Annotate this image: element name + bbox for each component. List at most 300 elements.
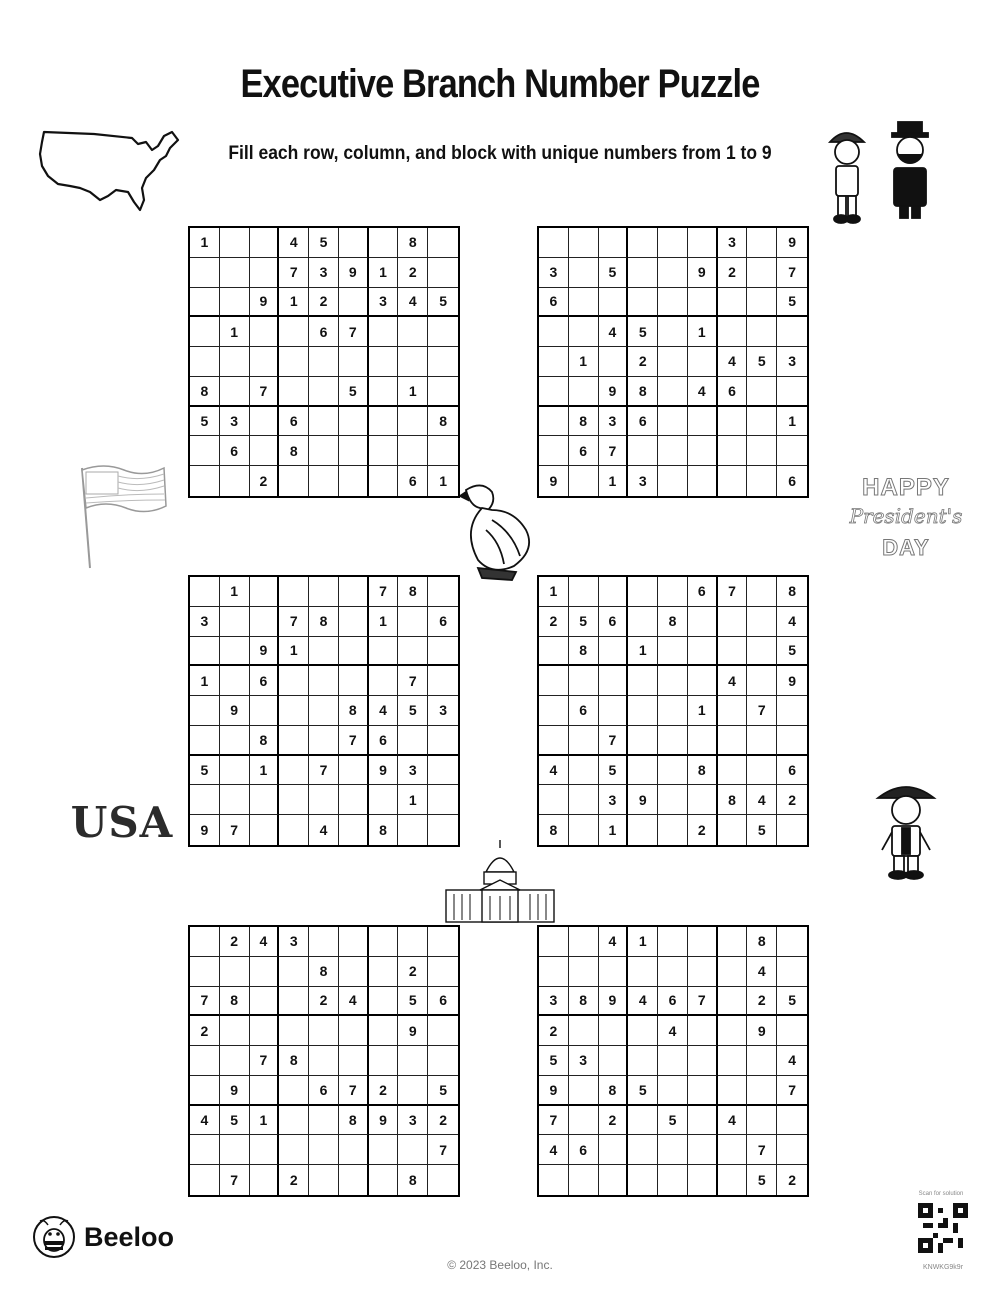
sudoku-cell[interactable] [747,756,777,786]
sudoku-cell[interactable] [569,377,599,407]
sudoku-cell[interactable] [569,577,599,607]
sudoku-cell[interactable] [658,726,688,756]
sudoku-cell[interactable] [718,1135,748,1165]
sudoku-cell[interactable] [688,957,718,987]
qr-code-icon[interactable] [918,1203,968,1253]
sudoku-cell[interactable] [628,436,658,466]
sudoku-cell[interactable] [369,927,399,957]
sudoku-cell[interactable] [279,1135,309,1165]
sudoku-cell[interactable] [747,317,777,347]
sudoku-cell[interactable] [309,466,339,496]
sudoku-cell[interactable] [569,815,599,845]
sudoku-cell[interactable] [777,1135,807,1165]
sudoku-cell[interactable] [339,1016,369,1046]
sudoku-cell[interactable] [747,1106,777,1136]
sudoku-cell[interactable] [220,288,250,318]
sudoku-cell[interactable] [777,815,807,845]
sudoku-cell[interactable] [599,957,629,987]
sudoku-cell[interactable] [688,1135,718,1165]
sudoku-cell[interactable] [688,228,718,258]
sudoku-cell[interactable] [398,726,428,756]
sudoku-cell[interactable] [569,228,599,258]
sudoku-cell[interactable] [279,466,309,496]
sudoku-cell[interactable] [190,696,220,726]
sudoku-cell[interactable] [220,607,250,637]
sudoku-cell[interactable] [250,987,280,1017]
sudoku-cell[interactable] [777,696,807,726]
sudoku-cell[interactable] [339,785,369,815]
sudoku-cell[interactable] [599,1016,629,1046]
sudoku-cell[interactable] [220,228,250,258]
sudoku-cell[interactable] [658,696,688,726]
sudoku-cell[interactable] [309,927,339,957]
sudoku-cell[interactable] [428,258,458,288]
sudoku-cell[interactable] [658,407,688,437]
sudoku-cell[interactable] [688,1106,718,1136]
sudoku-cell[interactable] [309,1165,339,1195]
sudoku-cell[interactable] [628,1046,658,1076]
sudoku-cell[interactable] [688,1076,718,1106]
sudoku-cell[interactable] [539,407,569,437]
sudoku-cell[interactable] [428,377,458,407]
sudoku-cell[interactable] [688,666,718,696]
sudoku-cell[interactable] [339,407,369,437]
sudoku-cell[interactable] [309,726,339,756]
sudoku-cell[interactable] [539,726,569,756]
sudoku-cell[interactable] [569,785,599,815]
sudoku-cell[interactable] [747,637,777,667]
sudoku-cell[interactable] [369,637,399,667]
sudoku-cell[interactable] [220,377,250,407]
sudoku-cell[interactable] [398,436,428,466]
sudoku-cell[interactable] [220,347,250,377]
sudoku-cell[interactable] [628,815,658,845]
sudoku-cell[interactable] [428,317,458,347]
sudoku-cell[interactable] [250,696,280,726]
sudoku-cell[interactable] [628,1106,658,1136]
sudoku-cell[interactable] [569,726,599,756]
sudoku-cell[interactable] [309,436,339,466]
sudoku-cell[interactable] [428,666,458,696]
sudoku-cell[interactable] [250,1135,280,1165]
sudoku-cell[interactable] [718,726,748,756]
sudoku-cell[interactable] [369,228,399,258]
sudoku-cell[interactable] [339,288,369,318]
sudoku-cell[interactable] [250,258,280,288]
sudoku-cell[interactable] [428,228,458,258]
sudoku-cell[interactable] [309,1046,339,1076]
sudoku-cell[interactable] [339,815,369,845]
sudoku-cell[interactable] [369,407,399,437]
sudoku-cell[interactable] [599,696,629,726]
sudoku-cell[interactable] [628,228,658,258]
sudoku-cell[interactable] [220,1046,250,1076]
sudoku-cell[interactable] [339,1135,369,1165]
sudoku-cell[interactable] [599,1046,629,1076]
sudoku-cell[interactable] [190,347,220,377]
sudoku-cell[interactable] [369,377,399,407]
sudoku-cell[interactable] [250,347,280,377]
sudoku-cell[interactable] [190,1076,220,1106]
sudoku-cell[interactable] [569,288,599,318]
sudoku-cell[interactable] [688,288,718,318]
sudoku-cell[interactable] [220,466,250,496]
sudoku-cell[interactable] [628,666,658,696]
sudoku-cell[interactable] [569,957,599,987]
sudoku-cell[interactable] [658,288,688,318]
sudoku-cell[interactable] [190,288,220,318]
sudoku-cell[interactable] [628,696,658,726]
sudoku-cell[interactable] [250,577,280,607]
sudoku-cell[interactable] [398,607,428,637]
sudoku-cell[interactable] [628,1165,658,1195]
sudoku-cell[interactable] [190,258,220,288]
sudoku-cell[interactable] [688,637,718,667]
sudoku-cell[interactable] [190,1165,220,1195]
sudoku-cell[interactable] [658,258,688,288]
sudoku-cell[interactable] [309,407,339,437]
sudoku-cell[interactable] [569,1076,599,1106]
sudoku-cell[interactable] [279,317,309,347]
sudoku-cell[interactable] [369,1016,399,1046]
sudoku-cell[interactable] [339,957,369,987]
sudoku-cell[interactable] [309,377,339,407]
sudoku-cell[interactable] [539,927,569,957]
sudoku-cell[interactable] [658,317,688,347]
sudoku-cell[interactable] [220,957,250,987]
sudoku-cell[interactable] [220,1135,250,1165]
sudoku-cell[interactable] [190,1135,220,1165]
sudoku-cell[interactable] [628,607,658,637]
sudoku-cell[interactable] [747,228,777,258]
sudoku-cell[interactable] [628,577,658,607]
sudoku-cell[interactable] [777,927,807,957]
sudoku-cell[interactable] [339,1046,369,1076]
sudoku-cell[interactable] [718,1046,748,1076]
sudoku-cell[interactable] [569,1016,599,1046]
sudoku-cell[interactable] [688,607,718,637]
sudoku-cell[interactable] [688,927,718,957]
sudoku-cell[interactable] [250,436,280,466]
sudoku-cell[interactable] [279,1076,309,1106]
sudoku-cell[interactable] [250,1076,280,1106]
sudoku-cell[interactable] [339,637,369,667]
sudoku-cell[interactable] [777,436,807,466]
sudoku-cell[interactable] [279,987,309,1017]
sudoku-cell[interactable] [718,927,748,957]
sudoku-cell[interactable] [250,957,280,987]
sudoku-cell[interactable] [339,1165,369,1195]
sudoku-cell[interactable] [777,1016,807,1046]
sudoku-cell[interactable] [539,377,569,407]
sudoku-cell[interactable] [220,637,250,667]
sudoku-cell[interactable] [190,436,220,466]
sudoku-cell[interactable] [688,436,718,466]
sudoku-cell[interactable] [628,756,658,786]
sudoku-cell[interactable] [747,466,777,496]
sudoku-cell[interactable] [777,377,807,407]
sudoku-cell[interactable] [428,347,458,377]
sudoku-cell[interactable] [220,756,250,786]
sudoku-cell[interactable] [190,726,220,756]
sudoku-cell[interactable] [628,288,658,318]
sudoku-cell[interactable] [220,258,250,288]
sudoku-cell[interactable] [539,228,569,258]
sudoku-cell[interactable] [279,815,309,845]
sudoku-cell[interactable] [428,957,458,987]
sudoku-cell[interactable] [369,785,399,815]
sudoku-cell[interactable] [220,726,250,756]
sudoku-cell[interactable] [599,288,629,318]
sudoku-cell[interactable] [599,637,629,667]
sudoku-cell[interactable] [688,1046,718,1076]
sudoku-cell[interactable] [747,407,777,437]
sudoku-cell[interactable] [658,815,688,845]
sudoku-cell[interactable] [250,815,280,845]
sudoku-cell[interactable] [688,466,718,496]
sudoku-cell[interactable] [718,1076,748,1106]
sudoku-cell[interactable] [309,785,339,815]
sudoku-cell[interactable] [339,607,369,637]
sudoku-cell[interactable] [747,666,777,696]
sudoku-cell[interactable] [428,726,458,756]
sudoku-cell[interactable] [369,436,399,466]
sudoku-cell[interactable] [718,288,748,318]
sudoku-cell[interactable] [569,666,599,696]
sudoku-cell[interactable] [718,1016,748,1046]
sudoku-cell[interactable] [279,1016,309,1046]
sudoku-cell[interactable] [658,957,688,987]
sudoku-cell[interactable] [747,436,777,466]
sudoku-cell[interactable] [339,466,369,496]
sudoku-cell[interactable] [428,1016,458,1046]
sudoku-cell[interactable] [777,726,807,756]
sudoku-cell[interactable] [658,756,688,786]
sudoku-cell[interactable] [539,436,569,466]
sudoku-cell[interactable] [250,228,280,258]
sudoku-cell[interactable] [339,756,369,786]
sudoku-cell[interactable] [220,1016,250,1046]
sudoku-cell[interactable] [428,436,458,466]
sudoku-cell[interactable] [398,317,428,347]
sudoku-cell[interactable] [658,466,688,496]
sudoku-cell[interactable] [718,756,748,786]
sudoku-cell[interactable] [309,1016,339,1046]
sudoku-cell[interactable] [190,637,220,667]
sudoku-cell[interactable] [658,785,688,815]
sudoku-cell[interactable] [628,726,658,756]
sudoku-cell[interactable] [339,228,369,258]
sudoku-cell[interactable] [718,607,748,637]
sudoku-cell[interactable] [718,815,748,845]
sudoku-cell[interactable] [718,696,748,726]
sudoku-cell[interactable] [747,726,777,756]
sudoku-cell[interactable] [220,785,250,815]
sudoku-cell[interactable] [747,1076,777,1106]
sudoku-cell[interactable] [339,436,369,466]
sudoku-cell[interactable] [747,288,777,318]
sudoku-cell[interactable] [220,666,250,696]
sudoku-cell[interactable] [718,987,748,1017]
sudoku-cell[interactable] [688,407,718,437]
sudoku-cell[interactable] [569,1106,599,1136]
sudoku-cell[interactable] [658,1165,688,1195]
sudoku-cell[interactable] [628,1016,658,1046]
sudoku-cell[interactable] [658,577,688,607]
sudoku-cell[interactable] [190,1046,220,1076]
sudoku-cell[interactable] [339,666,369,696]
sudoku-cell[interactable] [250,607,280,637]
sudoku-cell[interactable] [599,228,629,258]
sudoku-cell[interactable] [428,637,458,667]
sudoku-cell[interactable] [279,785,309,815]
sudoku-cell[interactable] [747,258,777,288]
sudoku-cell[interactable] [309,1106,339,1136]
sudoku-cell[interactable] [539,1165,569,1195]
sudoku-cell[interactable] [369,466,399,496]
sudoku-cell[interactable] [718,637,748,667]
sudoku-cell[interactable] [747,577,777,607]
sudoku-cell[interactable] [747,607,777,637]
sudoku-cell[interactable] [599,347,629,377]
sudoku-cell[interactable] [539,696,569,726]
sudoku-cell[interactable] [309,637,339,667]
sudoku-cell[interactable] [398,1046,428,1076]
sudoku-cell[interactable] [658,228,688,258]
sudoku-cell[interactable] [539,637,569,667]
sudoku-cell[interactable] [250,785,280,815]
sudoku-cell[interactable] [569,756,599,786]
sudoku-cell[interactable] [628,1135,658,1165]
sudoku-cell[interactable] [599,666,629,696]
sudoku-cell[interactable] [279,577,309,607]
sudoku-cell[interactable] [658,347,688,377]
sudoku-cell[interactable] [309,696,339,726]
sudoku-cell[interactable] [279,957,309,987]
sudoku-cell[interactable] [369,347,399,377]
sudoku-cell[interactable] [190,317,220,347]
sudoku-cell[interactable] [688,1165,718,1195]
sudoku-cell[interactable] [599,577,629,607]
sudoku-cell[interactable] [369,317,399,347]
sudoku-cell[interactable] [190,785,220,815]
sudoku-cell[interactable] [658,1076,688,1106]
sudoku-cell[interactable] [718,436,748,466]
sudoku-cell[interactable] [718,1165,748,1195]
sudoku-cell[interactable] [428,927,458,957]
sudoku-cell[interactable] [718,957,748,987]
sudoku-cell[interactable] [628,258,658,288]
sudoku-cell[interactable] [369,666,399,696]
sudoku-cell[interactable] [428,785,458,815]
sudoku-cell[interactable] [250,1016,280,1046]
sudoku-cell[interactable] [398,637,428,667]
sudoku-cell[interactable] [777,957,807,987]
sudoku-cell[interactable] [398,1135,428,1165]
sudoku-cell[interactable] [569,317,599,347]
sudoku-cell[interactable] [339,577,369,607]
sudoku-cell[interactable] [309,347,339,377]
sudoku-cell[interactable] [369,1135,399,1165]
sudoku-cell[interactable] [369,1046,399,1076]
sudoku-cell[interactable] [398,1076,428,1106]
sudoku-cell[interactable] [539,347,569,377]
sudoku-cell[interactable] [190,927,220,957]
sudoku-cell[interactable] [398,347,428,377]
sudoku-cell[interactable] [398,815,428,845]
sudoku-cell[interactable] [628,957,658,987]
sudoku-cell[interactable] [428,815,458,845]
sudoku-cell[interactable] [658,1046,688,1076]
sudoku-cell[interactable] [569,1165,599,1195]
sudoku-cell[interactable] [369,1165,399,1195]
sudoku-cell[interactable] [250,407,280,437]
sudoku-cell[interactable] [539,317,569,347]
sudoku-cell[interactable] [718,317,748,347]
sudoku-cell[interactable] [658,436,688,466]
sudoku-cell[interactable] [339,927,369,957]
sudoku-cell[interactable] [777,1106,807,1136]
sudoku-cell[interactable] [777,317,807,347]
sudoku-cell[interactable] [718,466,748,496]
sudoku-cell[interactable] [539,957,569,987]
sudoku-cell[interactable] [688,726,718,756]
sudoku-cell[interactable] [279,696,309,726]
sudoku-cell[interactable] [309,577,339,607]
sudoku-cell[interactable] [747,1046,777,1076]
sudoku-cell[interactable] [569,466,599,496]
sudoku-cell[interactable] [279,726,309,756]
sudoku-cell[interactable] [539,666,569,696]
sudoku-cell[interactable] [658,637,688,667]
sudoku-cell[interactable] [718,407,748,437]
sudoku-cell[interactable] [339,347,369,377]
sudoku-cell[interactable] [369,987,399,1017]
sudoku-cell[interactable] [569,258,599,288]
sudoku-cell[interactable] [309,1135,339,1165]
sudoku-cell[interactable] [279,347,309,377]
sudoku-cell[interactable] [190,466,220,496]
sudoku-cell[interactable] [688,785,718,815]
sudoku-cell[interactable] [369,957,399,987]
sudoku-cell[interactable] [428,756,458,786]
sudoku-cell[interactable] [279,377,309,407]
sudoku-cell[interactable] [688,1016,718,1046]
sudoku-cell[interactable] [658,377,688,407]
sudoku-cell[interactable] [428,1046,458,1076]
sudoku-cell[interactable] [428,577,458,607]
sudoku-cell[interactable] [398,407,428,437]
sudoku-cell[interactable] [599,1135,629,1165]
sudoku-cell[interactable] [539,785,569,815]
sudoku-cell[interactable] [569,927,599,957]
sudoku-cell[interactable] [279,756,309,786]
sudoku-cell[interactable] [250,1165,280,1195]
sudoku-cell[interactable] [279,666,309,696]
sudoku-cell[interactable] [599,1165,629,1195]
sudoku-cell[interactable] [688,347,718,377]
sudoku-cell[interactable] [279,1106,309,1136]
sudoku-cell[interactable] [309,666,339,696]
sudoku-cell[interactable] [428,1165,458,1195]
sudoku-cell[interactable] [658,666,688,696]
sudoku-cell[interactable] [658,1135,688,1165]
sudoku-cell[interactable] [398,927,428,957]
sudoku-cell[interactable] [190,577,220,607]
sudoku-cell[interactable] [658,927,688,957]
sudoku-cell[interactable] [190,957,220,987]
sudoku-cell[interactable] [250,317,280,347]
